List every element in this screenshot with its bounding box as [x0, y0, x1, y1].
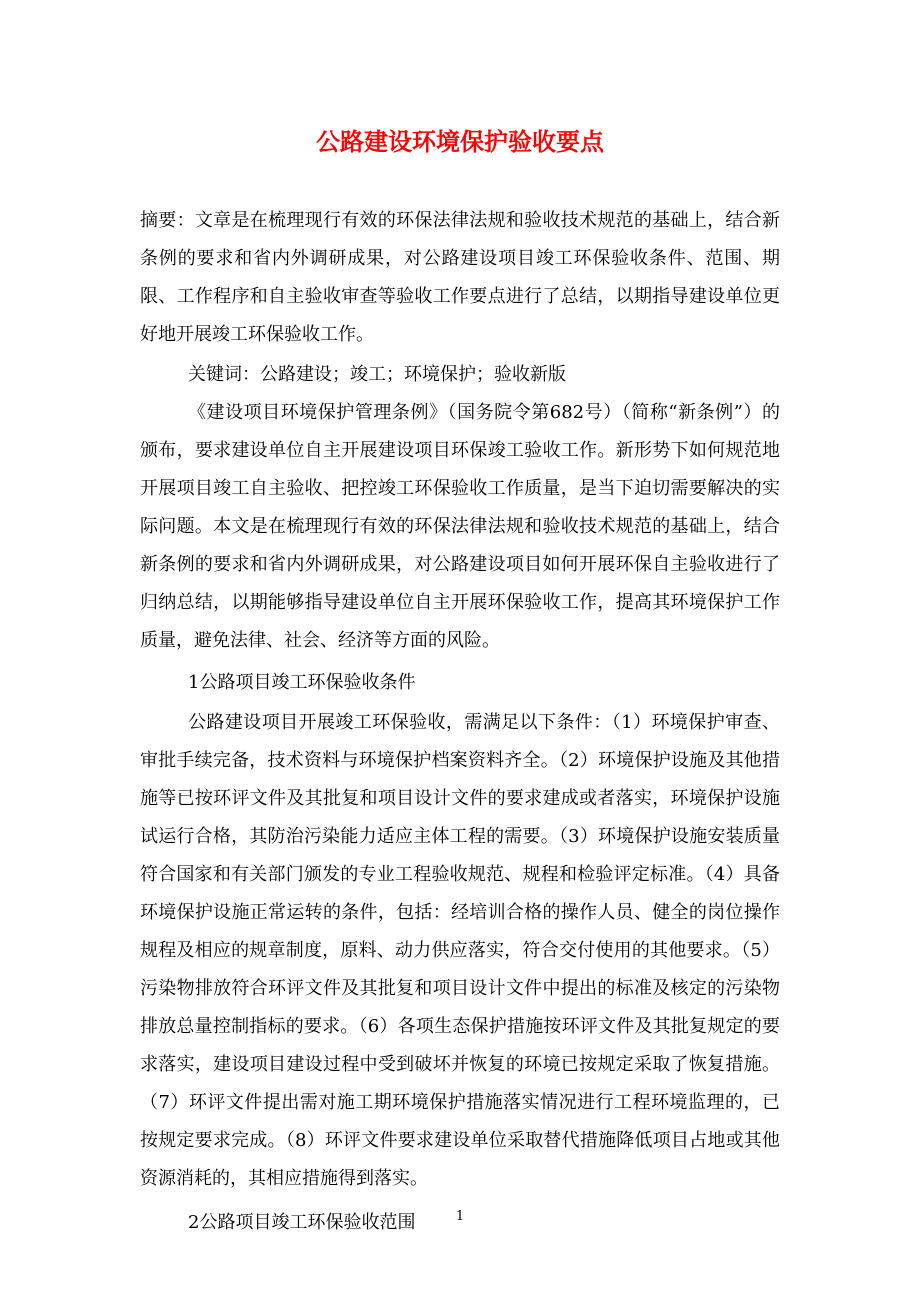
section-2-heading: 2公路项目竣工环保验收范围 [188, 1212, 416, 1233]
section-1-heading: 1公路项目竣工环保验收条件 [188, 672, 416, 693]
page-number: 1 [455, 1209, 465, 1224]
intro-paragraph: 《建设项目环境保护管理条例》（国务院令第682号）（简称“新条例”）的颁布，要求建设单位自主开展建设项目环保竣工验收工作。新形势下如何规范地开展项目竣工自主验收、把控竣工环保验收工作质量，是当下迫切需要解决的实际问题。本文是在梳理现行有效的环保法律法规和验收技术规范的基础上，结合新条例的要求和省内外调研成果，对公路建设项目如何开展环保自主验收进行了归纳总结，以期能够指导建设单位自主开展环保验收工作，提高其环境保护工作质量，避免法律、社会、经济等方面的风险。 [140, 402, 780, 651]
document-body [140, 202, 780, 1242]
keywords-line: 关键词：公路建设；竣工；环境保护；验收新版 [188, 364, 566, 385]
abstract-paragraph: 摘要：文章是在梳理现行有效的环保法律法规和验收技术规范的基础上，结合新条例的要求和省内外调研成果，对公路建设项目竣工环保验收条件、范围、期限、工作程序和自主验收审查等验收工作要点进行了总结，以期指导建设单位更好地开展竣工环保验收工作。 [140, 210, 780, 345]
document-title: 公路建设环境保护验收要点 [316, 127, 604, 156]
section-1-paragraph: 公路建设项目开展竣工环保验收，需满足以下条件：（1）环境保护审查、审批手续完备，技术资料与环境保护档案资料齐全。（2）环境保护设施及其他措施等已按环评文件及其批复和项目设计文件的要求建成或者落实，环境保护设施试运行合格，其防治污染能力适应主体工程的需要。（3）环境保护设施安装质量符合国家和有关部门颁发的专业工程验收规范、规程和检验评定标准。（4）具备环境保护设施正常运转的条件，包括：经培训合格的操作人员、健全的岗位操作规程及相应的规章制度，原料、动力供应落实，符合交付使用的其他要求。（5）污染物排放符合环评文件及其批复和项目设计文件中提出的标准及核定的污染物排放总量控制指标的要求。（6）各项生态保护措施按环评文件及其批复规定的要求落实，建设项目建设过程中受到破坏并恢复的环境已按规定采取了恢复措施。（7）环评文件提出需对施工期环境保护措施落实情况进行工程环境监理的，已按规定要求完成。（8）环评文件要求建设单位采取替代措施降低项目占地或其他资源消耗的，其相应措施得到落实。 [140, 712, 780, 1189]
